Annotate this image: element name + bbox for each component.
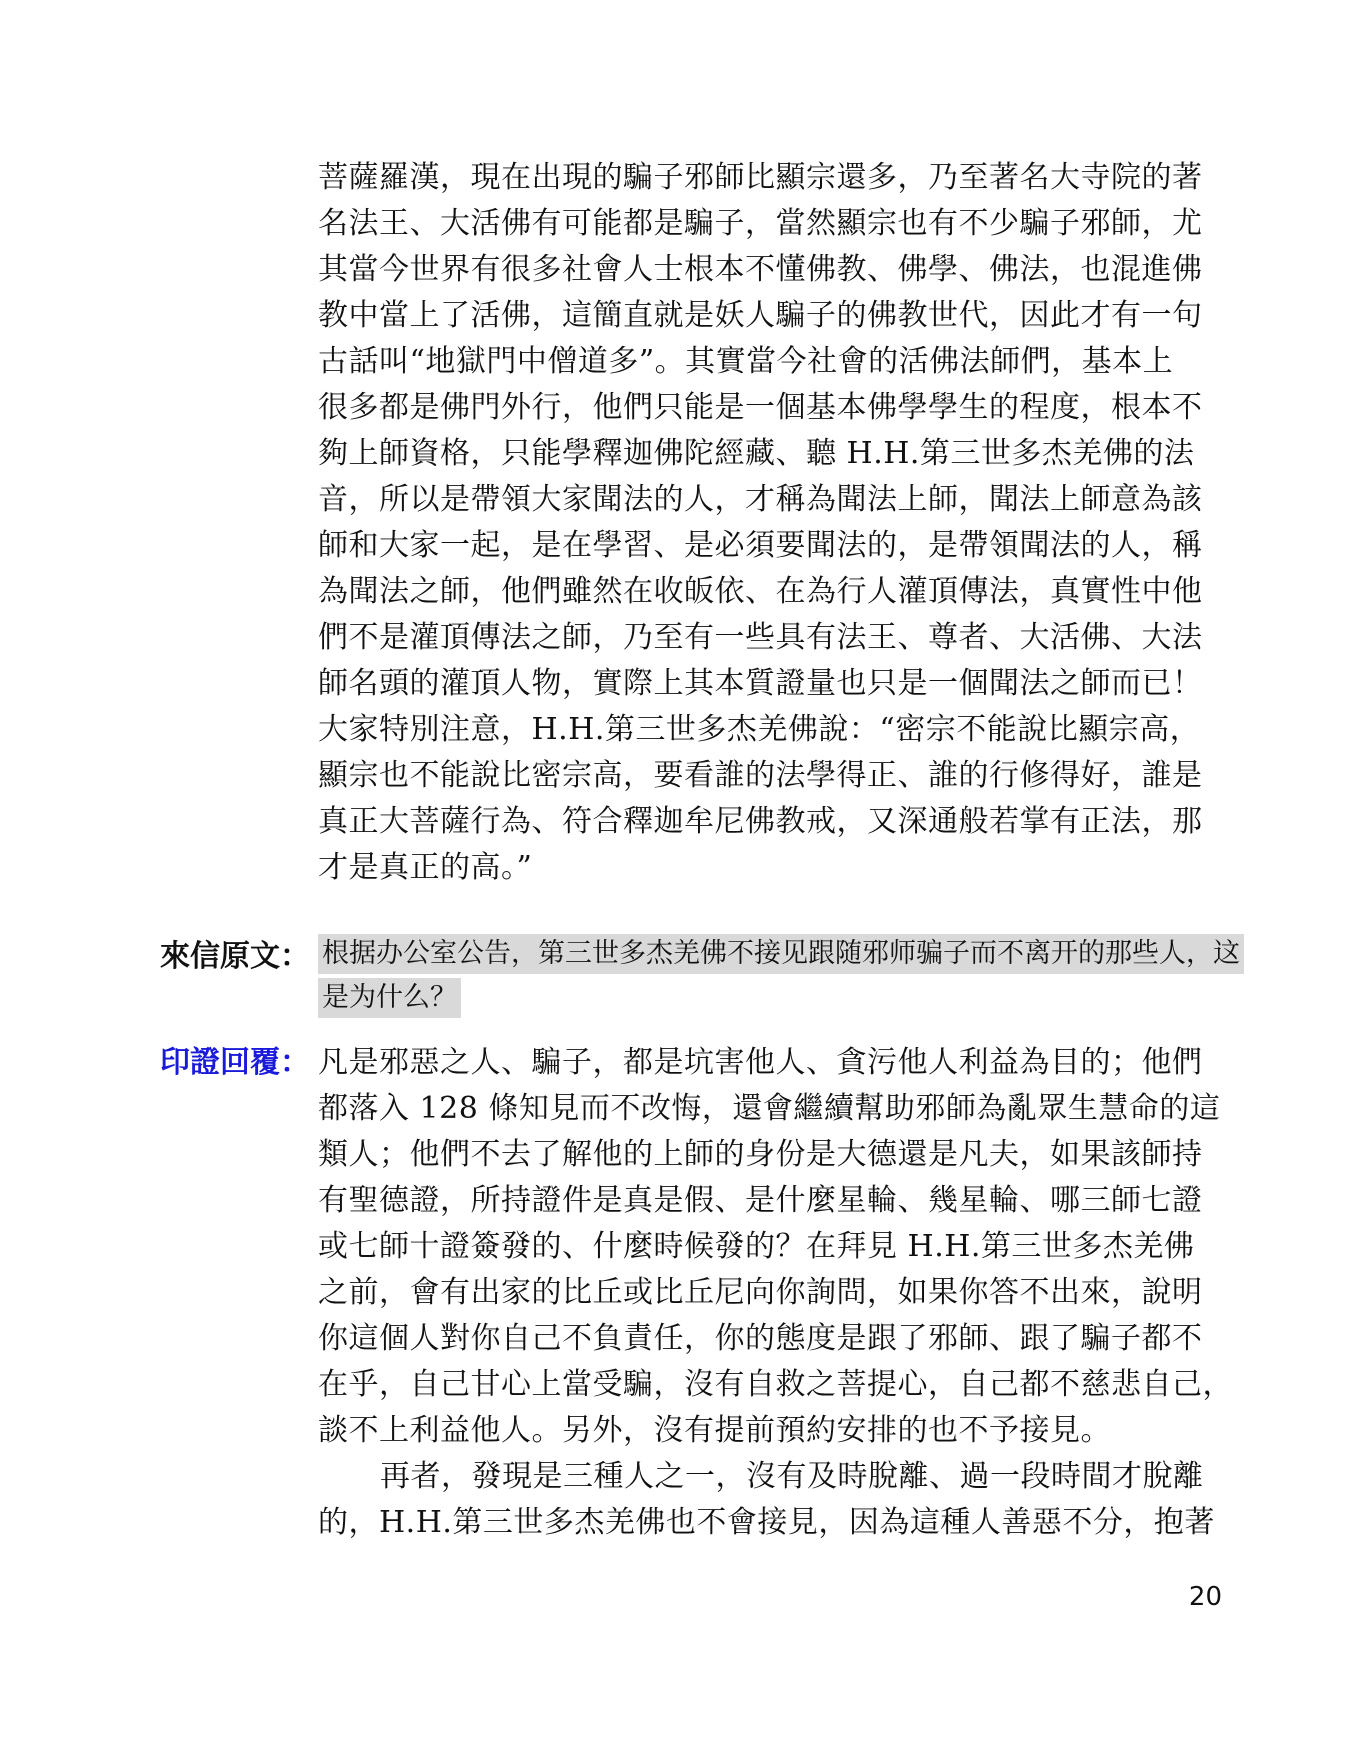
reply-line: 或七師十證簽發的、什麼時候發的？在拜見 H.H.第三世多杰羌佛 <box>318 1229 1195 1264</box>
paragraph-line: 其當今世界有很多社會人士根本不懂佛教、佛學、佛法，也混進佛 <box>318 252 1203 287</box>
reply-line: 有聖德證，所持證件是真是假、是什麼星輪、幾星輪、哪三師七證 <box>318 1183 1203 1218</box>
reply-line: 你這個人對你自己不負責任，你的態度是跟了邪師、跟了騙子都不 <box>318 1321 1203 1356</box>
paragraph-line: 夠上師資格，只能學釋迦佛陀經藏、聽 H.H.第三世多杰羌佛的法 <box>318 436 1195 471</box>
paragraph-line: 師名頭的灌頂人物，實際上其本質證量也只是一個聞法之師而已！ <box>318 666 1203 701</box>
reply-line: 之前，會有出家的比丘或比丘尼向你詢問，如果你答不出來，說明 <box>318 1275 1203 1310</box>
paragraph-line: 菩薩羅漢，現在出現的騙子邪師比顯宗還多，乃至著名大寺院的著 <box>318 160 1203 195</box>
reply-line: 都落入 128 條知見而不改悔，還會繼續幫助邪師為亂眾生慧命的這 <box>318 1091 1221 1126</box>
paragraph-line: 很多都是佛門外行，他們只能是一個基本佛學學生的程度，根本不 <box>318 390 1203 425</box>
highlighted-text: 根据办公室公告，第三世多杰羌佛不接见跟随邪师骗子而不离开的那些人，这 <box>318 934 1244 974</box>
paragraph-line: 顯宗也不能說比密宗高，要看誰的法學得正、誰的行修得好，誰是 <box>318 758 1203 793</box>
paragraph-line: 們不是灌頂傳法之師，乃至有一些具有法王、尊者、大活佛、大法 <box>318 620 1203 655</box>
reply-line: 凡是邪惡之人、騙子，都是坑害他人、貪污他人利益為目的；他們 <box>318 1045 1203 1080</box>
paragraph-line: 大家特別注意，H.H.第三世多杰羌佛說：“密宗不能說比顯宗高， <box>318 712 1201 747</box>
paragraph-line: 師和大家一起，是在學習、是必須要聞法的，是帶領聞法的人，稱 <box>318 528 1203 563</box>
paragraph-line: 才是真正的高。” <box>318 850 533 885</box>
top-paragraph <box>318 155 1228 891</box>
reply-line: 在乎，自己甘心上當受騙，沒有自救之菩提心，自己都不慈悲自己， <box>318 1367 1233 1402</box>
reply-body <box>318 1040 1233 1546</box>
letter-body <box>318 934 1240 1022</box>
reply-line: 的，H.H.第三世多杰羌佛也不會接見，因為這種人善惡不分，抱著 <box>318 1505 1215 1540</box>
paragraph-line: 教中當上了活佛，這簡直就是妖人騙子的佛教世代，因此才有一句 <box>318 298 1203 333</box>
reply-line: 類人；他們不去了解他的上師的身份是大德還是凡夫，如果該師持 <box>318 1137 1203 1172</box>
reply-line: 談不上利益他人。另外，沒有提前預約安排的也不予接見。 <box>318 1413 1111 1448</box>
highlighted-text: 是为什么？ <box>318 978 461 1018</box>
letter-label: 來信原文： <box>160 939 310 974</box>
paragraph-line: 古話叫“地獄門中僧道多”。其實當今社會的活佛法師們，基本上 <box>318 344 1174 379</box>
reply-indented-line: 再者，發現是三種人之一，沒有及時脫離、過一段時間才脫離 <box>380 1459 1204 1494</box>
paragraph-line: 音，所以是帶領大家聞法的人，才稱為聞法上師，聞法上師意為該 <box>318 482 1203 517</box>
paragraph-line: 為聞法之師，他們雖然在收皈依、在為行人灌頂傳法，真實性中他 <box>318 574 1203 609</box>
paragraph-line: 真正大菩薩行為、符合釋迦牟尼佛教戒，又深通般若掌有正法，那 <box>318 804 1203 839</box>
paragraph-line: 名法王、大活佛有可能都是騙子，當然顯宗也有不少騙子邪師，尤 <box>318 206 1203 241</box>
reply-label: 印證回覆： <box>160 1045 310 1080</box>
page-number: 20 <box>1188 1582 1222 1612</box>
